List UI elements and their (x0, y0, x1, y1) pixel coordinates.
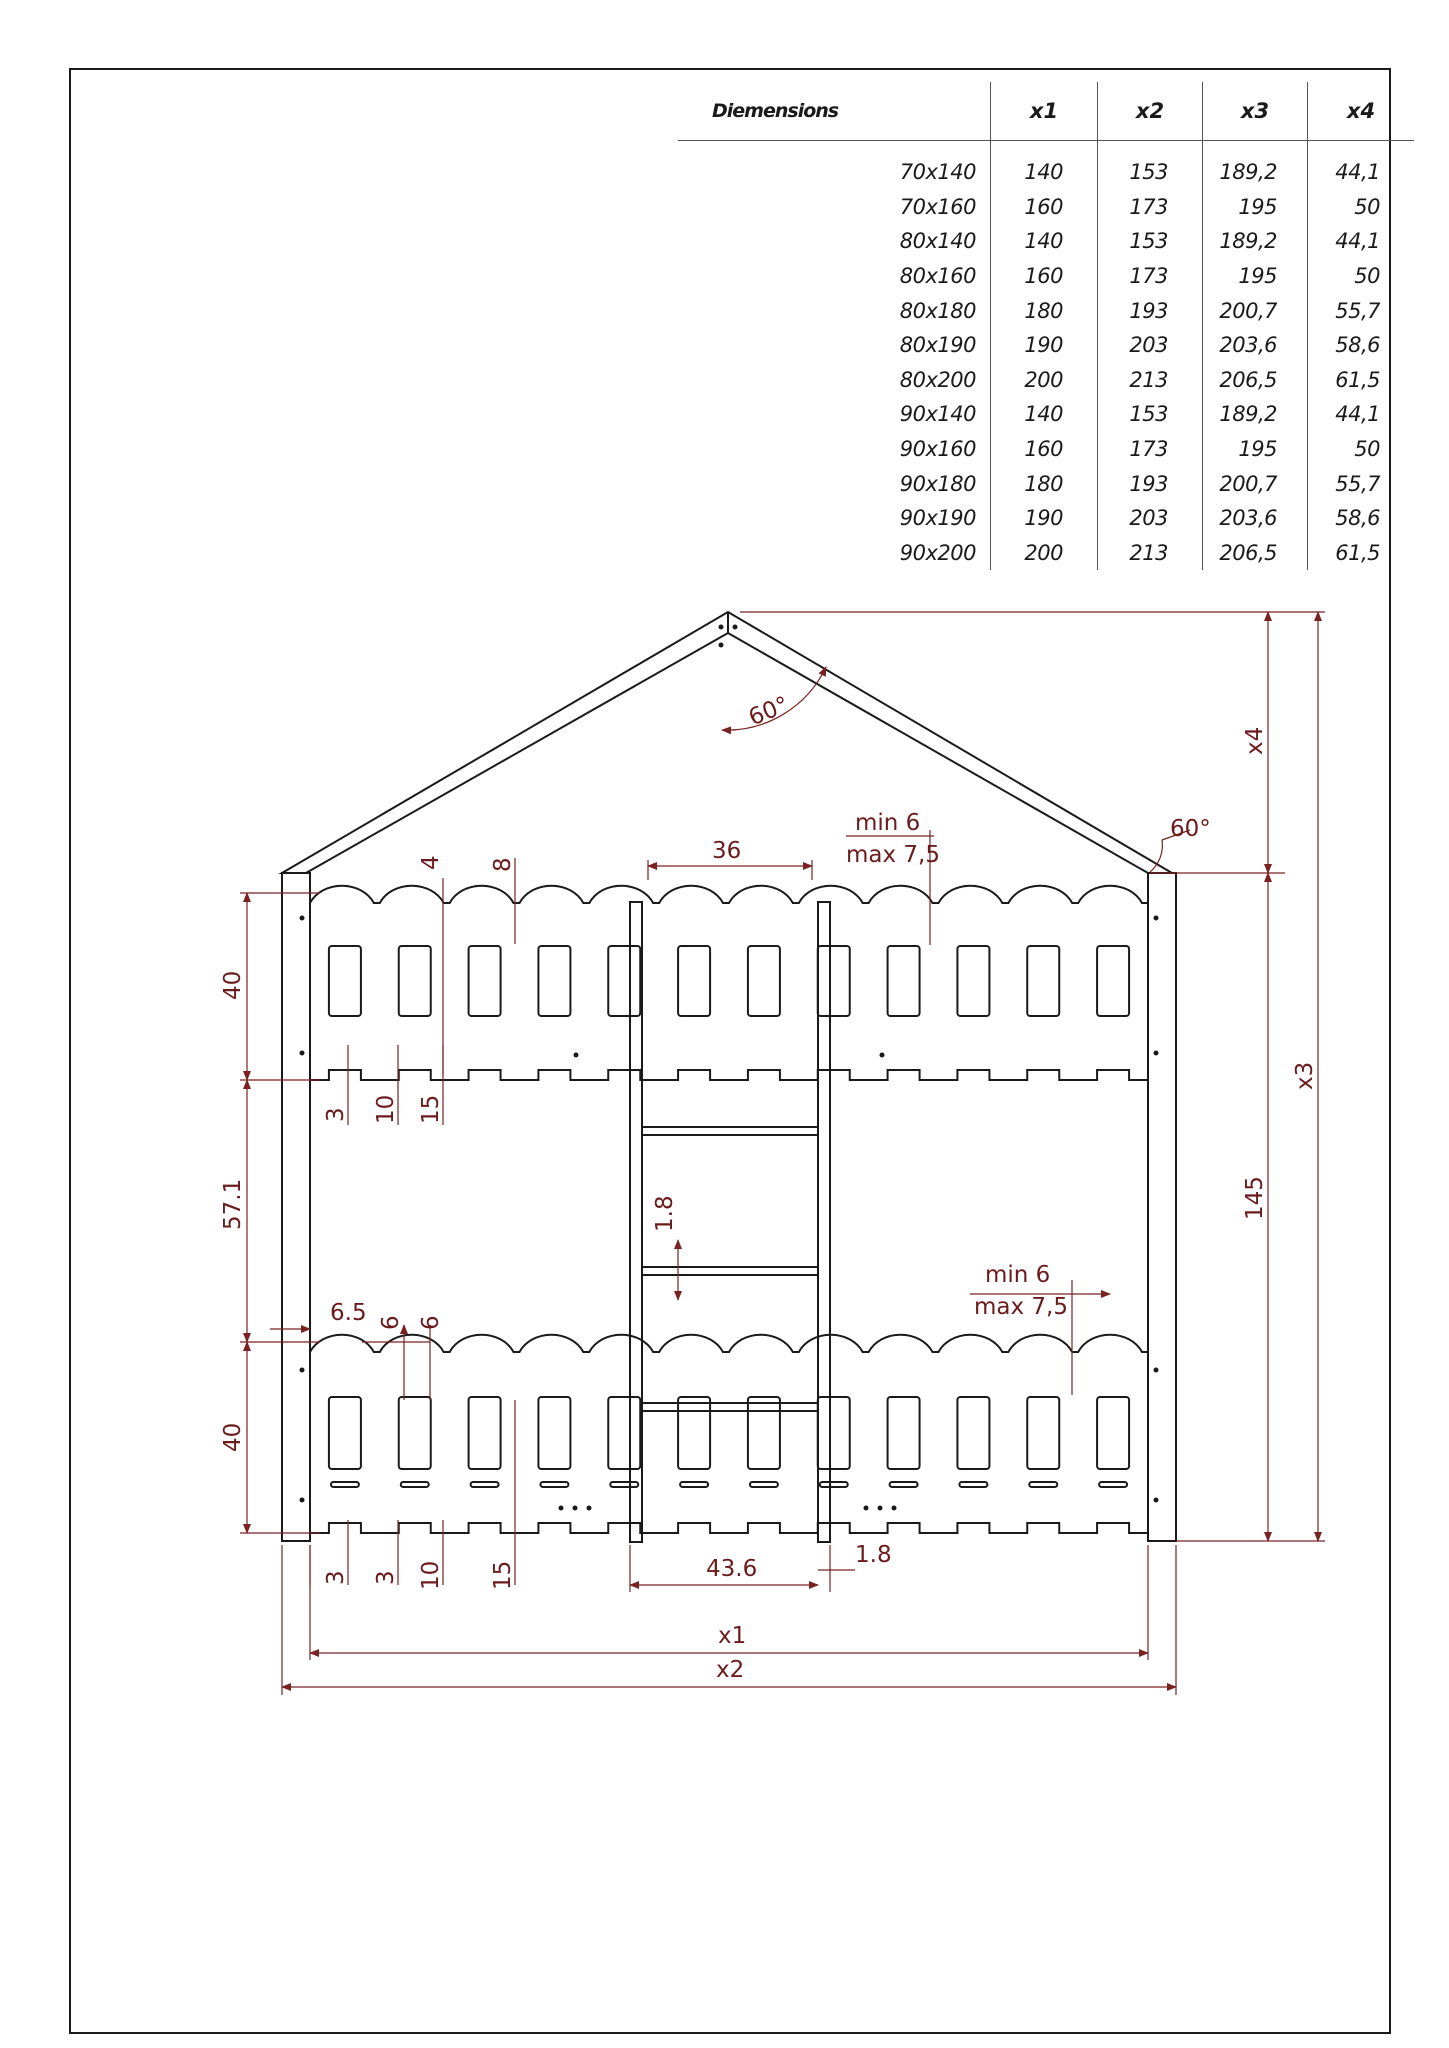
table-header-cell: x1 (991, 82, 1098, 141)
table-cell: 193 (1098, 466, 1203, 501)
table-cell: 200 (991, 363, 1098, 398)
rail-slot (329, 946, 361, 1016)
bot-min-label: min 6 (985, 1262, 1051, 1288)
table-cell: 180 (991, 293, 1098, 328)
table-cell: 90x140 (899, 402, 976, 427)
bot-3a-label: 3 (323, 1570, 349, 1585)
table-cell: 206,5 (1203, 536, 1308, 571)
bot-max-label: max 7,5 (974, 1294, 1068, 1320)
table-cell: 80x140 (899, 229, 976, 254)
slat-slot (610, 1482, 638, 1487)
table-cell: 58,6 (1308, 328, 1415, 363)
slat-slot (750, 1482, 778, 1487)
rail-slot (888, 946, 920, 1016)
slat-slot (331, 1482, 359, 1487)
table-cell: 90x190 (899, 506, 976, 531)
slat-slot (540, 1482, 568, 1487)
angle-top-label: 60° (745, 691, 793, 732)
rail-slot (678, 1397, 710, 1469)
ladder-thickness-label: 1.8 (855, 1542, 892, 1568)
top-4-label: 4 (418, 855, 444, 870)
x4-label: x4 (1242, 726, 1268, 755)
rail-slot (678, 946, 710, 1016)
table-cell: 153 (1098, 224, 1203, 259)
table-cell: 55,7 (1308, 466, 1415, 501)
table-cell: 140 (991, 141, 1098, 190)
table-cell: 213 (1098, 536, 1203, 571)
table-cell: 44,1 (1308, 224, 1415, 259)
rail-slot (608, 946, 640, 1016)
table-header-cell: x3 (1203, 82, 1308, 141)
table-cell: 173 (1098, 259, 1203, 294)
top-rail (310, 886, 1148, 1080)
table-cell: 189,2 (1203, 397, 1308, 432)
top-3-label: 3 (323, 1107, 349, 1122)
bot-6a-label: 6 (378, 1315, 404, 1330)
h145-label: 145 (1242, 1176, 1268, 1220)
rail-slot (399, 946, 431, 1016)
table-cell: 61,5 (1308, 363, 1415, 398)
x2-label: x2 (716, 1657, 745, 1683)
table-cell: 58,6 (1308, 501, 1415, 536)
bot-15-label: 15 (490, 1560, 516, 1590)
table-cell: 80x190 (899, 333, 976, 358)
table-cell: 80x160 (899, 264, 976, 289)
rail-slot (748, 946, 780, 1016)
table-cell: 200,7 (1203, 293, 1308, 328)
table-cell: 213 (1098, 363, 1203, 398)
rail-slot (1027, 946, 1059, 1016)
rail-slot (818, 1397, 850, 1469)
bot-6b-label: 6 (418, 1315, 444, 1330)
table-cell: 160 (991, 259, 1098, 294)
rail-slot (748, 1397, 780, 1469)
top-36-label: 36 (712, 838, 742, 864)
table-cell: 70x140 (899, 160, 976, 185)
bot-10-label: 10 (418, 1560, 444, 1590)
table-cell: 80x200 (899, 367, 976, 392)
table-cell: 70x160 (899, 194, 976, 219)
table-cell: 203,6 (1203, 328, 1308, 363)
slat-slot (401, 1482, 429, 1487)
table-cell: 203 (1098, 501, 1203, 536)
table-cell: 50 (1308, 259, 1415, 294)
table-cell: 44,1 (1308, 397, 1415, 432)
table-cell: 189,2 (1203, 224, 1308, 259)
rail-slot (538, 946, 570, 1016)
bot-6-5-label: 6.5 (330, 1300, 367, 1326)
slat-slot (1029, 1482, 1057, 1487)
x1-label: x1 (718, 1623, 747, 1649)
table-cell: 44,1 (1308, 141, 1415, 190)
bottom-rail-height-label: 40 (220, 1422, 246, 1452)
table-cell: 61,5 (1308, 536, 1415, 571)
x3-label: x3 (1292, 1061, 1318, 1090)
table-cell: 203,6 (1203, 501, 1308, 536)
table-cell: 195 (1203, 190, 1308, 225)
table-cell: 80x180 (899, 298, 976, 323)
ladder-width-label: 43.6 (706, 1556, 758, 1582)
side-posts (282, 873, 1176, 1541)
rail-slot (469, 1397, 501, 1469)
slat-slot (959, 1482, 987, 1487)
rail-slot (957, 946, 989, 1016)
table-cell: 173 (1098, 190, 1203, 225)
rail-slot (957, 1397, 989, 1469)
table-header-cell: x4 (1308, 82, 1415, 141)
table-cell: 206,5 (1203, 363, 1308, 398)
top-8-label: 8 (490, 857, 516, 872)
table-cell: 160 (991, 190, 1098, 225)
table-cell: 195 (1203, 259, 1308, 294)
rail-slot (888, 1397, 920, 1469)
rail-slot (469, 946, 501, 1016)
rail-slot (1097, 946, 1129, 1016)
table-cell: 180 (991, 466, 1098, 501)
table-cell: 193 (1098, 293, 1203, 328)
table-cell: 153 (1098, 141, 1203, 190)
top-10-label: 10 (373, 1094, 399, 1124)
top-min-label: min 6 (855, 810, 921, 836)
table-cell: 190 (991, 328, 1098, 363)
table-cell: 90x180 (899, 471, 976, 496)
top-max-label: max 7,5 (846, 842, 940, 868)
angle-side-label: 60° (1170, 816, 1211, 842)
bot-3b-label: 3 (373, 1570, 399, 1585)
rail-slot (818, 946, 850, 1016)
table-cell: 190 (991, 501, 1098, 536)
top-15-label: 15 (418, 1094, 444, 1124)
rail-slot (538, 1397, 570, 1469)
gap-height-label: 57.1 (220, 1178, 246, 1230)
table-cell: 189,2 (1203, 141, 1308, 190)
rail-slot (1027, 1397, 1059, 1469)
screw-marks (300, 916, 1159, 1511)
rail-slot (608, 1397, 640, 1469)
top-rail-height-label: 40 (220, 970, 246, 1000)
table-header-cell: Diemensions (678, 82, 991, 141)
slat-slot (890, 1482, 918, 1487)
table-cell: 195 (1203, 432, 1308, 467)
table-cell: 55,7 (1308, 293, 1415, 328)
slat-slot (820, 1482, 848, 1487)
bottom-rail (310, 1335, 1148, 1533)
slat-slot (680, 1482, 708, 1487)
rail-slot (329, 1397, 361, 1469)
table-cell: 153 (1098, 397, 1203, 432)
dimension-labels (220, 692, 1318, 1683)
table-header-cell: x2 (1098, 82, 1203, 141)
table-cell: 203 (1098, 328, 1203, 363)
table-cell: 90x200 (899, 540, 976, 565)
table-cell: 200,7 (1203, 466, 1308, 501)
roof (282, 612, 1172, 873)
table-cell: 140 (991, 397, 1098, 432)
table-cell: 50 (1308, 190, 1415, 225)
rail-slot (399, 1397, 431, 1469)
slat-slot (1099, 1482, 1127, 1487)
table-cell: 160 (991, 432, 1098, 467)
table-cell: 173 (1098, 432, 1203, 467)
rail-slot (1097, 1397, 1129, 1469)
table-cell: 50 (1308, 432, 1415, 467)
table-cell: 140 (991, 224, 1098, 259)
ladder-rung-label: 1.8 (652, 1195, 678, 1232)
table-cell: 90x160 (899, 437, 976, 462)
table-cell: 200 (991, 536, 1098, 571)
slat-slot (471, 1482, 499, 1487)
